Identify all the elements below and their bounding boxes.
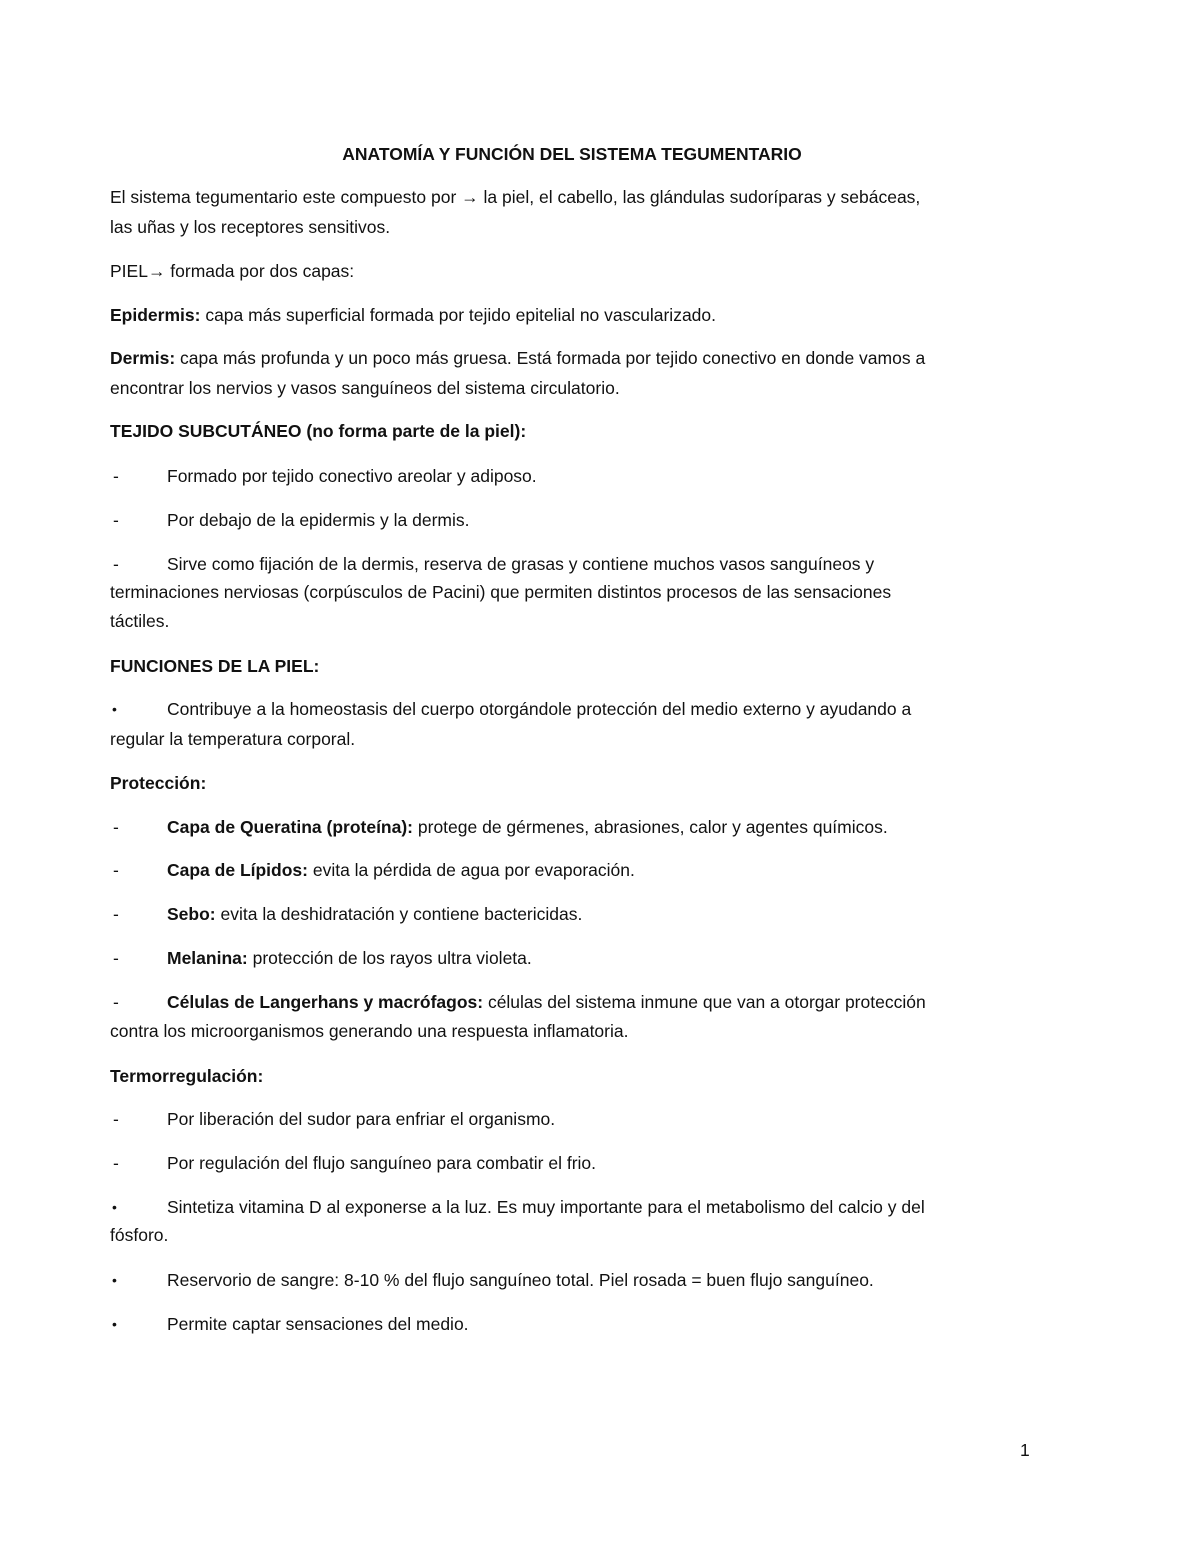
vitamina-d-line-2: fósforo.	[110, 1225, 169, 1245]
proteccion-heading: Protección:	[110, 773, 207, 793]
lipidos-term: Capa de Lípidos:	[167, 860, 308, 880]
dash-marker: -	[113, 554, 119, 574]
funciones-item-1-line-1: Contribuye a la homeostasis del cuerpo otorgándole protección del medio externo y ayudando a	[167, 699, 912, 719]
subcutaneo-item-2: Por debajo de la epidermis y la dermis.	[167, 510, 470, 530]
termorregulacion-heading: Termorregulación:	[110, 1066, 264, 1086]
langerhans-term: Células de Langerhans y macrófagos:	[167, 992, 484, 1012]
subcutaneo-item-3-line-3: táctiles.	[110, 611, 170, 631]
funciones-item-1-line-2: regular la temperatura corporal.	[110, 729, 356, 749]
dash-marker: -	[113, 860, 119, 880]
langerhans-text: células del sistema inmune que van a otorgar protección	[483, 992, 926, 1012]
sebo-term: Sebo:	[167, 904, 216, 924]
epidermis-paragraph	[110, 300, 716, 330]
proteccion-sebo	[167, 899, 582, 929]
sebo-text: evita la deshidratación y contiene bactericidas.	[215, 904, 583, 924]
subcutaneo-item-3-line-1: Sirve como fijación de la dermis, reserva de grasas y contiene muchos vasos sanguíneos y	[167, 554, 875, 574]
dermis-text-1: capa más profunda y un poco más gruesa. Está formada por tejido conectivo en donde vamos a	[175, 348, 926, 368]
dash-marker: -	[113, 1109, 119, 1129]
termorregulacion-item-1: Por liberación del sudor para enfriar el organismo.	[167, 1109, 556, 1129]
dash-marker: -	[113, 510, 119, 530]
dermis-text-2: encontrar los nervios y vasos sanguíneos del sistema circulatorio.	[110, 378, 620, 398]
dermis-paragraph	[110, 343, 925, 373]
intro-line-2: las uñas y los receptores sensitivos.	[110, 217, 391, 237]
funciones-heading: FUNCIONES DE LA PIEL:	[110, 656, 320, 676]
melanina-term: Melanina:	[167, 948, 248, 968]
queratina-term: Capa de Queratina (proteína):	[167, 817, 414, 837]
dermis-term: Dermis:	[110, 348, 176, 368]
langerhans-text-2: contra los microorganismos generando una respuesta inflamatoria.	[110, 1021, 629, 1041]
vitamina-d-line-1: Sintetiza vitamina D al exponerse a la luz. Es muy importante para el metabolismo del calcio y del	[167, 1197, 925, 1217]
bullet-marker: •	[112, 1272, 117, 1288]
termorregulacion-item-2: Por regulación del flujo sanguíneo para combatir el frio.	[167, 1153, 596, 1173]
intro-line-1: El sistema tegumentario este compuesto por → la piel, el cabello, las glándulas sudoríparas y sebáceas,	[110, 187, 921, 207]
captar-sensaciones: Permite captar sensaciones del medio.	[167, 1314, 469, 1334]
proteccion-melanina	[167, 943, 532, 973]
dash-marker: -	[113, 948, 119, 968]
subcutaneo-heading: TEJIDO SUBCUTÁNEO (no forma parte de la piel):	[110, 421, 527, 441]
bullet-marker: •	[112, 701, 117, 717]
dash-marker: -	[113, 466, 119, 486]
proteccion-lipidos	[167, 855, 635, 885]
piel-label: PIEL→ formada por dos capas:	[110, 261, 355, 281]
melanina-text: protección de los rayos ultra violeta.	[247, 948, 532, 968]
proteccion-queratina	[167, 812, 888, 842]
reservorio-sangre: Reservorio de sangre: 8-10 % del flujo sanguíneo total. Piel rosada = buen flujo sanguíneo.	[167, 1270, 874, 1290]
dash-marker: -	[113, 1153, 119, 1173]
epidermis-term: Epidermis:	[110, 305, 201, 325]
lipidos-text: evita la pérdida de agua por evaporación.	[307, 860, 635, 880]
queratina-text: protege de gérmenes, abrasiones, calor y agentes químicos.	[413, 817, 888, 837]
bullet-marker: •	[112, 1316, 117, 1332]
document-title: ANATOMÍA Y FUNCIÓN DEL SISTEMA TEGUMENTARIO	[342, 144, 802, 164]
proteccion-langerhans	[167, 987, 926, 1017]
dash-marker: -	[113, 992, 119, 1012]
bullet-marker: •	[112, 1199, 117, 1215]
dash-marker: -	[113, 817, 119, 837]
page-number: 1	[1020, 1440, 1030, 1460]
epidermis-text: capa más superficial formada por tejido epitelial no vascularizado.	[200, 305, 717, 325]
subcutaneo-item-1: Formado por tejido conectivo areolar y adiposo.	[167, 466, 537, 486]
dash-marker: -	[113, 904, 119, 924]
subcutaneo-item-3-line-2: terminaciones nerviosas (corpúsculos de Pacini) que permiten distintos procesos de las sensaciones	[110, 582, 892, 602]
